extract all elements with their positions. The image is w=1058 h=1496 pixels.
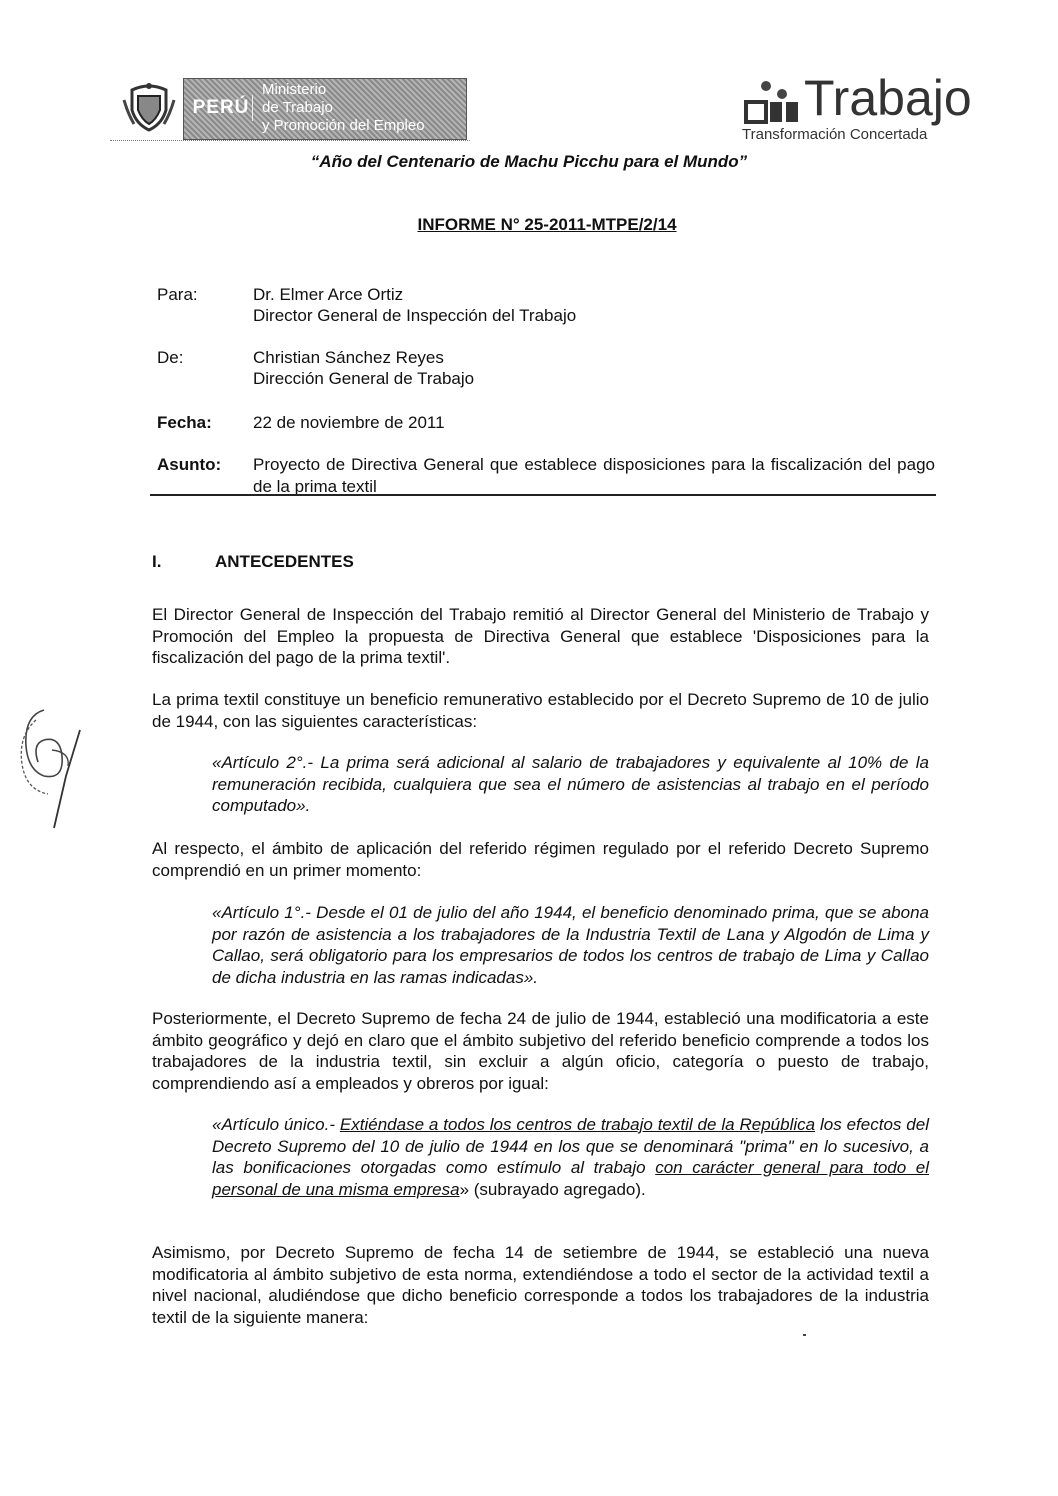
people-icon bbox=[744, 80, 802, 124]
de-role: Dirección General de Trabajo bbox=[253, 369, 475, 388]
para-role: Director General de Inspección del Trabajo bbox=[253, 306, 577, 325]
handwritten-initials-mark bbox=[14, 706, 90, 836]
paragraph-3: Al respecto, el ámbito de aplicación del referido régimen regulado por el referido Decreto Supremo comprendió en un primer momento: bbox=[152, 839, 929, 880]
paragraph-2: La prima textil constituye un beneficio remunerativo establecido por el Decreto Supremo de 10 de julio de 1944, con las siguientes características: bbox=[152, 690, 929, 731]
trabajo-logo bbox=[742, 70, 972, 146]
asunto-label: Asunto: bbox=[157, 455, 222, 474]
year-motto: “Año del Centenario de Machu Picchu para el Mundo” bbox=[310, 152, 748, 171]
logo-tagline: Transformación Concertada bbox=[742, 126, 928, 143]
country-label: PERÚ bbox=[190, 95, 253, 121]
paragraph-1: El Director General de Inspección del Trabajo remitió al Director General del Ministerio de Trabajo y Promoción del Empleo la propuesta de Directiva General que establece 'Disposiciones para la fiscalización del pago de la prima textil'. bbox=[152, 605, 929, 667]
paragraph-4: Posteriormente, el Decreto Supremo de fecha 24 de julio de 1944, estableció una modificatoria a este ámbito geográfico y dejó en claro que el ámbito subjetivo del referido beneficio comprende a todos los trabajadores de la industria textil, sin excluir a algún oficio, categoría o puesto de trabajo, comprendiendo así a empleados y obreros por igual: bbox=[152, 1009, 929, 1093]
report-title: INFORME N° 25-2011-MTPE/2/14 bbox=[417, 215, 677, 234]
paragraph-5: Asimismo, por Decreto Supremo de fecha 14 de setiembre de 1944, se estableció una nueva modificatoria al ámbito subjetivo de esta norma, extendiéndose a todo el sector de la actividad textil a nivel nacional, aludiéndose que dicho beneficio corresponde a todos los trabajadores de la industria textil de la siguiente manera: bbox=[152, 1243, 929, 1327]
quote-article-2: «Artículo 2°.- La prima será adicional al salario de trabajadores y equivalente al 10% de la remuneración recibida, cualquiera que sea el número de asistencias al trabajo en el período computado». bbox=[212, 753, 929, 815]
asunto-value: Proyecto de Directiva General que establece disposiciones para la fiscalización del pago de la prima textil bbox=[253, 455, 935, 496]
header-dotted-line bbox=[110, 140, 470, 141]
stray-mark bbox=[803, 1334, 806, 1336]
section-title: ANTECEDENTES bbox=[215, 552, 354, 571]
peru-coat-of-arms-icon bbox=[122, 80, 176, 134]
ministry-name: Ministerio de Trabajo y Promoción del Empleo bbox=[262, 81, 425, 134]
fecha-label: Fecha: bbox=[157, 413, 212, 432]
de-label: De: bbox=[157, 348, 184, 367]
de-name: Christian Sánchez Reyes bbox=[253, 348, 444, 367]
para-label: Para: bbox=[157, 285, 198, 304]
para-name: Dr. Elmer Arce Ortiz bbox=[253, 285, 404, 304]
fecha-value: 22 de noviembre de 2011 bbox=[253, 413, 445, 432]
ministry-logo-box bbox=[183, 78, 467, 140]
section-number: I. bbox=[152, 552, 162, 571]
logo-word: Trabajo bbox=[804, 70, 972, 126]
quote-article-1: «Artículo 1°.- Desde el 01 de julio del año 1944, el beneficio denominado prima, que se abona por razón de asistencia a los trabajadores de la Industria Textil de Lana y Algodón de Lima y Callao, será obligatorio para los empresarios de todos los centros de trabajo de Lima y Callao de dicha industria en las ramas indicadas». bbox=[212, 903, 929, 987]
memo-divider bbox=[150, 494, 936, 496]
quote-article-unico: «Artículo único.- Extiéndase a todos los centros de trabajo textil de la República los efectos del Decreto Supremo del 10 de julio de 1944 en los que se denominará "prima" en lo sucesivo, a las bonificaciones otorgadas como estímulo al trabajo con carácter general para todo el personal de una misma empresa» (subrayado agregado). bbox=[212, 1115, 929, 1199]
